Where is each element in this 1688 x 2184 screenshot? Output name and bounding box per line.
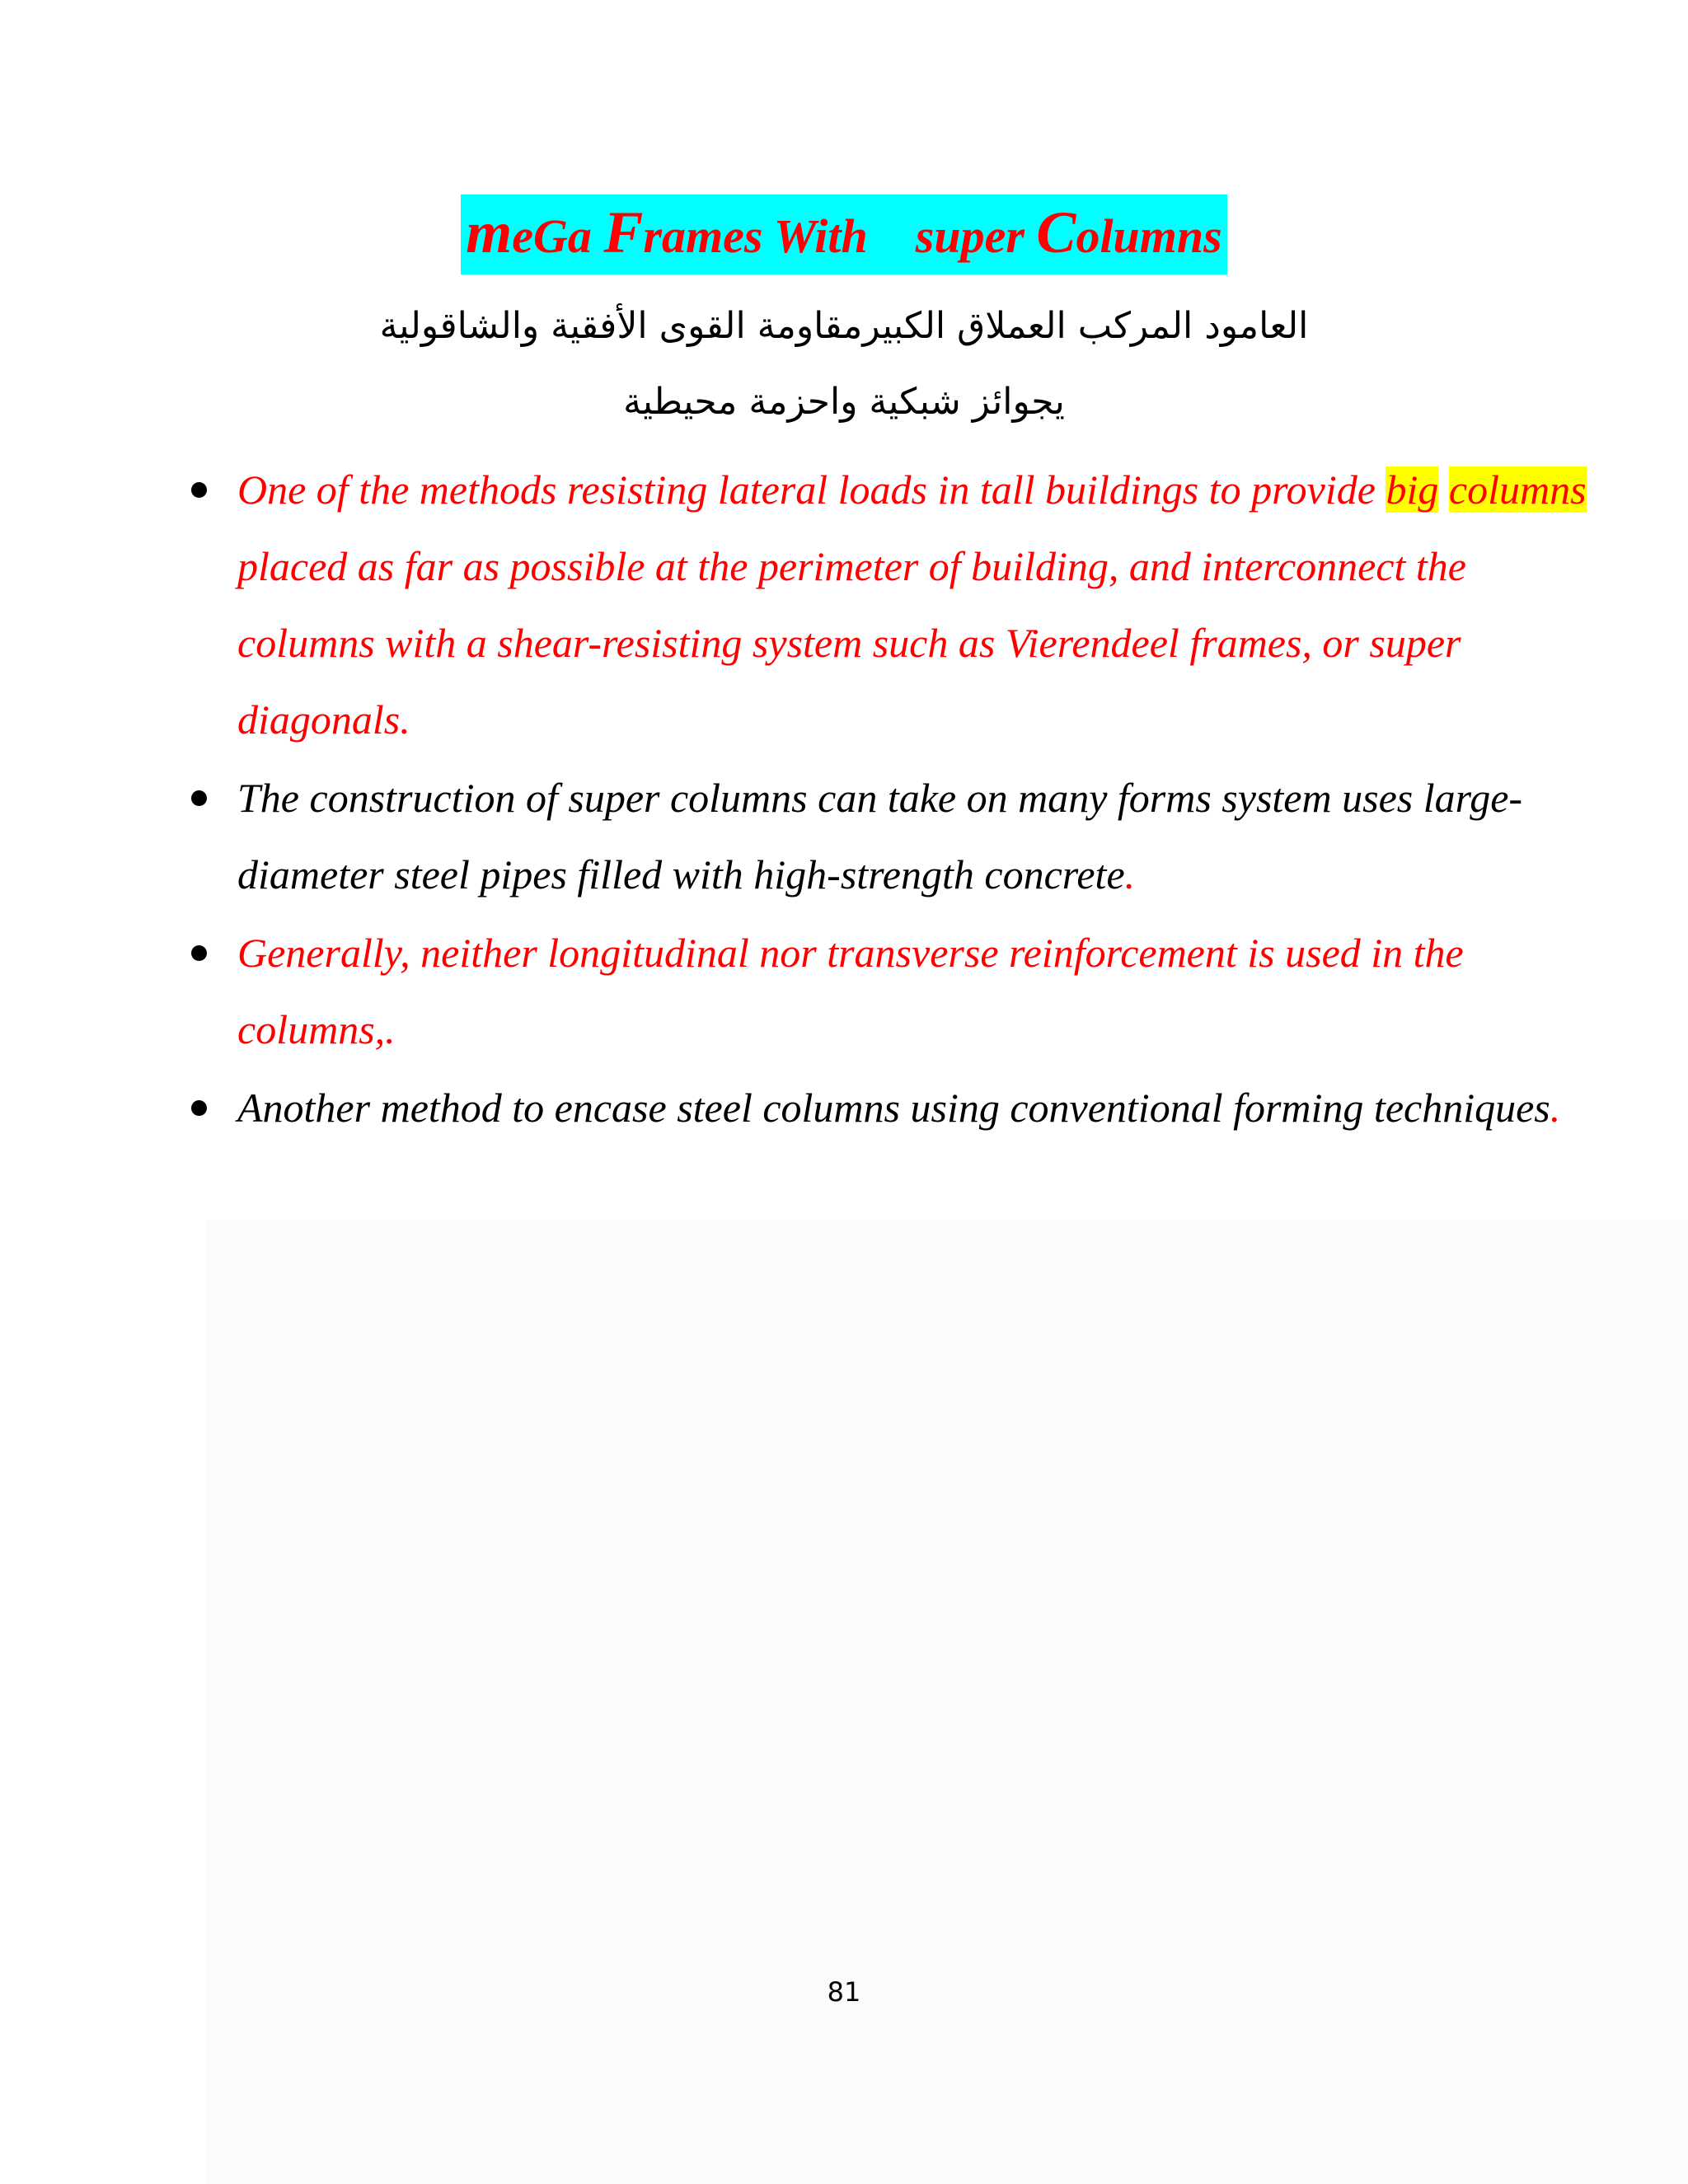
arabic-subtitle-line-2: يجوائز شبكية واحزمة محيطية — [623, 381, 1065, 423]
bullet-item-1 — [188, 452, 1589, 758]
bullet-dot-icon — [191, 1100, 207, 1116]
bullet-1-text-before: One of the methods resisting lateral loads in tall buildings to provide — [237, 466, 1386, 513]
bullet-1-space — [1438, 466, 1449, 513]
bullet-dot-icon — [191, 482, 207, 498]
bullet-4-period: . — [1550, 1085, 1561, 1131]
title-container — [0, 194, 1688, 274]
bullet-4-text: Another method to encase steel columns using conventional forming techniques — [237, 1085, 1550, 1131]
arabic-subtitle-line-1: العامود المركب العملاق الكبيرمقاومة القوى الأفقية والشاقولية — [379, 305, 1309, 347]
highlight-big: big — [1386, 466, 1439, 513]
title-initial-m: m — [466, 199, 513, 265]
title-part-3: olumns — [1076, 209, 1222, 263]
bullet-dot-icon — [191, 945, 207, 961]
title-initial-c: C — [1036, 199, 1076, 265]
bullet-3-text: Generally, neither longitudinal nor transverse reinforcement is used in the columns,. — [237, 930, 1464, 1052]
page-background-shade — [206, 1220, 1688, 2184]
page-title — [461, 194, 1227, 274]
page-number: 81 — [827, 1976, 861, 2008]
highlight-columns: columns — [1448, 466, 1587, 513]
bullet-2-text: The construction of super columns can take on many forms system uses large-diameter steel pipes filled with high-strength concrete — [237, 775, 1523, 898]
title-part-2: rames With super — [643, 209, 1037, 263]
bullet-list — [188, 452, 1589, 1148]
bullet-item-4 — [188, 1070, 1589, 1146]
bullet-dot-icon — [191, 790, 207, 806]
bullet-item-2 — [188, 760, 1589, 913]
bullet-item-3 — [188, 915, 1589, 1068]
title-part-1: eGa — [512, 209, 604, 263]
bullet-2-period: . — [1124, 851, 1136, 898]
title-initial-f: F — [603, 199, 644, 265]
bullet-1-text-after: placed as far as possible at the perimeter of building, and interconnect the columns with a shear-resisting system such as Vierendeel frames, or super diagonals. — [237, 543, 1466, 743]
